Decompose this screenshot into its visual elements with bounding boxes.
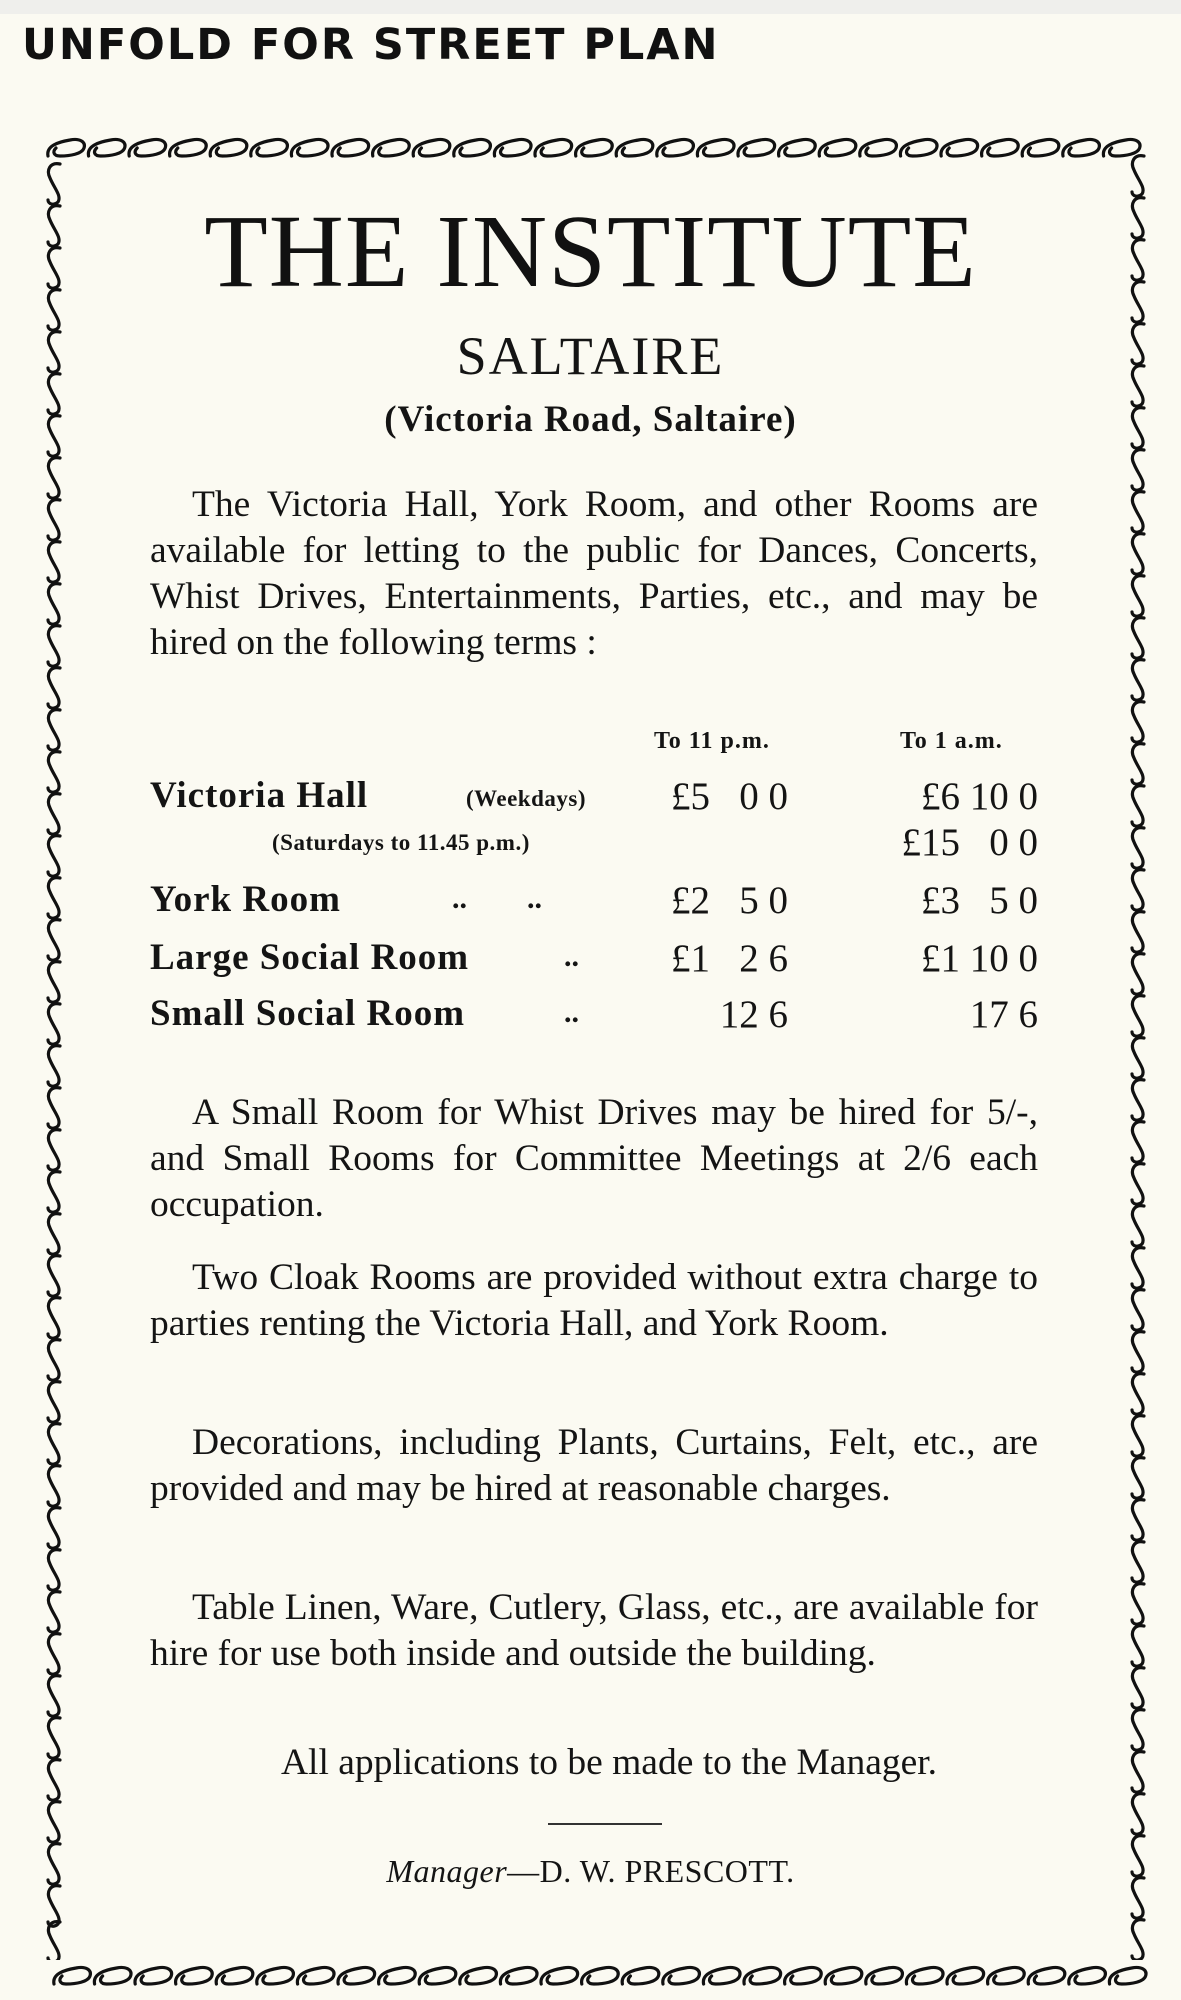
leader-dots: ..: [564, 996, 579, 1029]
table-linen-text: Table Linen, Ware, Cutlery, Glass, etc., are available for hire for use both inside and outside the building.: [150, 1587, 1038, 1674]
page-title: THE INSTITUTE: [204, 194, 977, 309]
manager-signature: [0, 1853, 1181, 1890]
manager-name: —D. W. PRESCOTT.: [507, 1853, 795, 1889]
price-to-11pm: 12 6: [719, 993, 788, 1036]
page-subtitle: SALTAIRE: [456, 326, 725, 386]
rate-row: [150, 820, 1038, 870]
price-to-1am: £6 10 0: [921, 775, 1038, 818]
page-top-edge: [0, 0, 1181, 14]
price-to-1am: £15 0 0: [901, 821, 1038, 864]
price-to-11pm: £5 0 0: [671, 775, 788, 818]
room-qualifier: (Saturdays to 11.45 p.m.): [272, 830, 530, 855]
room-name: Victoria Hall: [150, 775, 369, 816]
decorations-paragraph: [150, 1420, 1038, 1512]
room-qualifier: (Weekdays): [466, 786, 586, 811]
table-linen-paragraph: [150, 1585, 1038, 1677]
price-to-1am: £3 5 0: [921, 879, 1038, 922]
room-name: Small Social Room: [150, 993, 466, 1034]
cloak-rooms-paragraph: [150, 1255, 1038, 1347]
intro-paragraph: [150, 482, 1038, 666]
leader-dots: .. ..: [452, 882, 542, 915]
cloak-rooms-text: Two Cloak Rooms are provided without extra charge to parties renting the Victoria Hall, and York Room.: [150, 1257, 1038, 1344]
applications-paragraph: All applications to be made to the Manager.: [280, 1742, 938, 1783]
address: (Victoria Road, Saltaire): [384, 399, 797, 440]
column-header-1am: To 1 a.m.: [900, 728, 1003, 754]
price-to-1am: £1 10 0: [921, 937, 1038, 980]
price-to-11pm: £2 5 0: [671, 879, 788, 922]
decorations-text: Decorations, including Plants, Curtains, Felt, etc., are provided and may be hired at reasonable charges.: [150, 1422, 1038, 1509]
rate-row: [150, 878, 1038, 928]
manager-role: Manager: [386, 1853, 508, 1889]
border-bottom: [46, 1960, 1154, 1990]
rate-row: [150, 774, 1038, 824]
leader-dots: ..: [564, 940, 579, 973]
whist-room-text: A Small Room for Whist Drives may be hired for 5/-, and Small Rooms for Committee Meetings at 2/6 each occupation.: [150, 1092, 1038, 1225]
room-name: Large Social Room: [150, 937, 470, 978]
intro-text: The Victoria Hall, York Room, and other Rooms are available for letting to the public for Dances, Concerts, Whist Drives, Entertainments, Parties, etc., and may be hired on the following terms :: [150, 484, 1038, 663]
rate-row: [150, 936, 1038, 986]
rate-row: [150, 992, 1038, 1042]
price-to-1am: 17 6: [969, 993, 1038, 1036]
unfold-note: UNFOLD FOR STREET PLAN: [22, 20, 720, 70]
column-header-11pm: To 11 p.m.: [654, 728, 770, 754]
divider-rule: [548, 1823, 662, 1825]
price-to-11pm: £1 2 6: [671, 937, 788, 980]
whist-room-paragraph: [150, 1090, 1038, 1228]
room-name: York Room: [150, 879, 341, 920]
